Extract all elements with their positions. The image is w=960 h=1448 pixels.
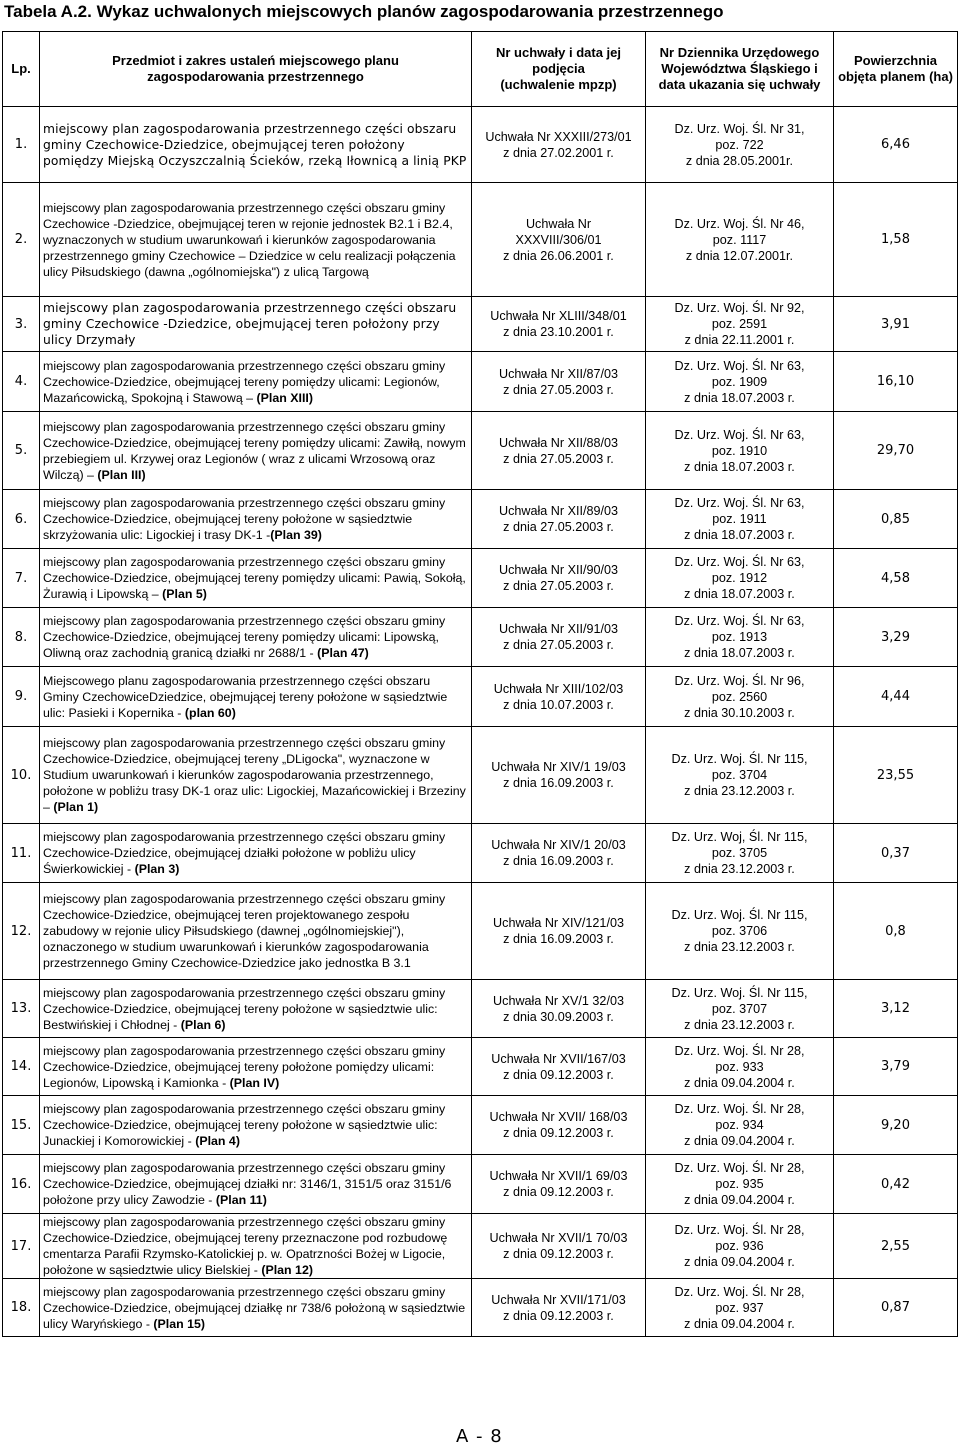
row-plan-label: (Plan IV) [229,1075,280,1090]
table-row [3,549,958,608]
row-resolution: Uchwała Nr XII/91/03 z dnia 27.05.2003 r. [472,608,646,667]
table-row [3,1038,958,1096]
row-subject-text: miejscowy plan zagospodarowania przestrzennego części obszaru gminy Czechowice-Dziedzice, obejmującej tereny pomiędzy ulicami: Lipowską, Oliwną oraz zachodnią granicą działki nr 2688/1 - [43,614,446,660]
row-plan-label: (Plan 1) [53,800,99,814]
table-row [3,412,958,490]
row-journal: Dz. Urz. Woj. Śl. Nr 63, poz. 1909 z dnia 18.07.2003 r. [646,352,834,412]
row-lp: 12. [3,883,40,980]
table-row [3,1096,958,1155]
row-subject-text: miejscowy plan zagospodarowania przestrzennego części obszaru gminy Czechowice-Dziedzice, obejmującej tereny położone w sąsiedztwie skrzyżowania ulic: Ligockiej i trasy DK-1 - [43,496,446,542]
row-lp: 10. [3,727,40,824]
row-area: 0,42 [834,1155,958,1214]
row-plan-label: (Plan 11) [215,1193,267,1207]
row-subject [40,1279,472,1337]
row-journal: Dz. Urz. Woj. Śl. Nr 115, poz. 3706 z dnia 23.12.2003 r. [646,883,834,980]
row-subject [40,107,472,183]
row-subject-text: miejscowy plan zagospodarowania przestrzennego części obszaru gminy Czechowice -Dziedzice, obejmującej teren w rejonie jednostek B2.1 i B2.4, wyznaczonych w studium uwarunkowań i kierunków zagospodarowania przestrzennego gminy Czechowice – Dziedzice w celu realizacji połączenia ulicy Piłsudskiego (dawna „ogólnomiejska") z ulicą Targową [43,200,456,279]
row-resolution: Uchwała Nr XII/87/03 z dnia 27.05.2003 r. [472,352,646,412]
row-lp: 6. [3,490,40,549]
row-journal: Dz. Urz. Woj, Śl. Nr 115, poz. 3705 z dnia 23.12.2003 r. [646,824,834,883]
row-plan-label: (Plan 4) [195,1134,240,1148]
row-resolution: Uchwała Nr XVII/1 70/03 z dnia 09.12.2003 r. [472,1214,646,1279]
row-subject [40,667,472,727]
table-row [3,1155,958,1214]
row-plan-label: (Plan 15) [153,1316,206,1331]
row-subject [40,1155,472,1214]
row-subject-text: miejscowy plan zagospodarowania przestrzennego części obszaru gminy Czechowice -Dziedzice, obejmującej teren położony przy ulicy Drzymały [43,301,457,347]
row-lp: 16. [3,1155,40,1214]
row-journal: Dz. Urz. Woj. Śl. Nr 63, poz. 1910 z dnia 18.07.2003 r. [646,412,834,490]
row-area: 23,55 [834,727,958,824]
row-subject-text: miejscowy plan zagospodarowania przestrzennego części obszaru gminy Czechowice-Dziedzice, obejmującej działki nr: 3146/1, 3151/5 oraz 3151/6 położone przy ulicy Zawodzie - [43,1161,452,1207]
row-area: 6,46 [834,107,958,183]
row-journal: Dz. Urz. Woj. Śl. Nr 28, poz. 934 z dnia 09.04.2004 r. [646,1096,834,1155]
header-area: Powierzchnia objęta planem (ha) [834,32,958,107]
table-row [3,1279,958,1337]
row-plan-label: (Plan 3) [134,862,180,876]
row-lp: 18. [3,1279,40,1337]
row-subject [40,490,472,549]
row-subject-text: miejscowy plan zagospodarowania przestrzennego części obszaru gminy Czechowice-Dziedzice, obejmującej tereny pomiędzy ulicami: Legionów, Mazańcowicką, Spokojną i Stawową – [43,358,446,405]
row-subject [40,412,472,490]
row-lp: 11. [3,824,40,883]
row-area: 0,37 [834,824,958,883]
row-subject-text: miejscowy plan zagospodarowania przestrzennego części obszaru gminy Czechowice-Dziedzice, obejmującej tereny położone w sąsiedztwie ulic: Bestwińskiej i Chłodnej - [43,985,446,1032]
table-row [3,608,958,667]
row-resolution: Uchwała Nr XVII/171/03 z dnia 09.12.2003 r. [472,1279,646,1337]
row-journal: Dz. Urz. Woj. Śl. Nr 63, poz. 1911 z dnia 18.07.2003 r. [646,490,834,549]
plans-table [2,31,958,1337]
row-resolution: Uchwała Nr XIII/102/03 z dnia 10.07.2003 r. [472,667,646,727]
table-row [3,107,958,183]
row-plan-label: (plan 60) [184,705,236,720]
row-journal: Dz. Urz. Woj. Śl. Nr 92, poz. 2591 z dnia 22.11.2001 r. [646,297,834,352]
header-row [3,32,958,107]
table-row [3,727,958,824]
row-resolution: Uchwała Nr XIV/121/03 z dnia 16.09.2003 r. [472,883,646,980]
row-journal: Dz. Urz. Woj. Śl. Nr 63, poz. 1913 z dnia 18.07.2003 r. [646,608,834,667]
row-subject-text: miejscowy plan zagospodarowania przestrzennego części obszaru gminy Czechowice-Dziedzice, obejmującej działki położone w pobliżu ulicy Świerkowickiej - [43,830,446,876]
row-area: 0,85 [834,490,958,549]
row-subject [40,727,472,824]
row-lp: 14. [3,1038,40,1096]
row-resolution: Uchwała Nr XVII/1 69/03 z dnia 09.12.2003 r. [472,1155,646,1214]
row-resolution: Uchwała Nr XXXIII/273/01 z dnia 27.02.2001 r. [472,107,646,183]
row-lp: 3. [3,297,40,352]
row-resolution: Uchwała Nr XVII/ 168/03 z dnia 09.12.2003 r. [472,1096,646,1155]
row-subject-text: miejscowy plan zagospodarowania przestrzennego części obszaru gminy Czechowice-Dziedzice, obejmującej tereny przeznaczone pod rozbudowę cmentarza Parafii Rzymsko-Katolickiej p. w. Opatrzności Bożej w Ligocie, położone w sąsiedztwie ulicy Bielskiej - [43,1215,448,1277]
row-resolution: Uchwała Nr XXXVIII/306/01 z dnia 26.06.2001 r. [472,183,646,297]
row-journal: Dz. Urz. Woj. Śl. Nr 28, poz. 936 z dnia 09.04.2004 r. [646,1214,834,1279]
row-area: 16,10 [834,352,958,412]
row-plan-label: (Plan 39) [270,528,322,542]
row-subject [40,183,472,297]
row-area: 0,87 [834,1279,958,1337]
row-subject [40,1096,472,1155]
row-area: 29,70 [834,412,958,490]
row-journal: Dz. Urz. Woj. Śl. Nr 115, poz. 3704 z dnia 23.12.2003 r. [646,727,834,824]
row-journal: Dz. Urz. Woj. Śl. Nr 28, poz. 937 z dnia 09.04.2004 r. [646,1279,834,1337]
table-row [3,297,958,352]
table-row [3,490,958,549]
header-subject: Przedmiot i zakres ustaleń miejscowego planu zagospodarowania przestrzennego [40,32,472,107]
header-lp: Lp. [3,32,40,107]
row-journal: Dz. Urz. Woj. Śl. Nr 63, poz. 1912 z dnia 18.07.2003 r. [646,549,834,608]
row-area: 0,8 [834,883,958,980]
page-number: A - 8 [456,1426,503,1447]
row-resolution: Uchwała Nr XII/89/03 z dnia 27.05.2003 r. [472,490,646,549]
row-plan-label: (Plan 6) [180,1017,226,1032]
row-area: 4,44 [834,667,958,727]
row-area: 3,91 [834,297,958,352]
row-journal: Dz. Urz. Woj. Śl. Nr 46, poz. 1117 z dnia 12.07.2001r. [646,183,834,297]
row-lp: 8. [3,608,40,667]
row-area: 2,55 [834,1214,958,1279]
row-resolution: Uchwała Nr XVII/167/03 z dnia 09.12.2003 r. [472,1038,646,1096]
header-resolution: Nr uchwały i data jej podjęcia (uchwalenie mpzp) [472,32,646,107]
table-row [3,183,958,297]
row-lp: 15. [3,1096,40,1155]
table-row [3,824,958,883]
row-area: 9,20 [834,1096,958,1155]
row-subject-text: miejscowy plan zagospodarowania przestrzennego części obszaru gminy Czechowice-Dziedzice, obejmującej tereny położone pomiędzy ulicami: Legionów, Lipowską i Kamionka - [43,1043,446,1090]
row-resolution: Uchwała Nr XII/90/03 z dnia 27.05.2003 r. [472,549,646,608]
row-lp: 5. [3,412,40,490]
row-plan-label: (Plan 47) [317,646,369,660]
row-journal: Dz. Urz. Woj. Śl. Nr 31, poz. 722 z dnia 28.05.2001r. [646,107,834,183]
row-resolution: Uchwała Nr XIV/1 20/03 z dnia 16.09.2003 r. [472,824,646,883]
row-subject [40,352,472,412]
row-area: 1,58 [834,183,958,297]
row-subject-text: miejscowy plan zagospodarowania przestrzennego części obszaru gminy Czechowice-Dziedzice, obejmującej teren położony pomiędzy Miejską Oczyszczalnią Ścieków, rzeką Iłownicą a linią PKP [43,121,467,168]
row-subject-text: miejscowy plan zagospodarowania przestrzennego części obszaru gminy Czechowice-Dziedzice, obejmującej teren projektowanego zespołu zabudowy w rejonie ulicy Piłsudskiego (dawnej „ogólnomiejskiej"), oznaczonego w studium uwarunkowań i kierunków zagospodarowania przestrzennego Gminy Czechowice-Dziedzice jako jednostka B 3.1 [43,892,446,970]
row-journal: Dz. Urz. Woj. Śl. Nr 28, poz. 933 z dnia 09.04.2004 r. [646,1038,834,1096]
row-lp: 9. [3,667,40,727]
row-subject-text: miejscowy plan zagospodarowania przestrzennego części obszaru gminy Czechowice-Dziedzice, obejmującej tereny położone w sąsiedztwie ulic: Junackiej i Komorowickiej - [43,1102,446,1148]
row-journal: Dz. Urz. Woj. Śl. Nr 115, poz. 3707 z dnia 23.12.2003 r. [646,980,834,1038]
table-row [3,352,958,412]
row-plan-label: (Plan III) [97,467,146,482]
row-resolution: Uchwała Nr XII/88/03 z dnia 27.05.2003 r. [472,412,646,490]
header-journal: Nr Dziennika Urzędowego Województwa Śląskiego i data ukazania się uchwały [646,32,834,107]
row-lp: 17. [3,1214,40,1279]
row-subject-text: miejscowy plan zagospodarowania przestrzennego części obszaru gminy Czechowice-Dziedzice, obejmującej tereny pomiędzy ulicami: Pawią, Sokołą, Żurawią i Lipowską – [43,555,466,601]
row-subject-text: miejscowy plan zagospodarowania przestrzennego części obszaru gminy Czechowice-Dziedzice, obejmującej tereny „DLigocka", wyznaczone w Studium uwarunkowań i kierunków zagospodarowania przestrzennego, położone w pobliżu trasy DK-1 oraz ulic: Ligockiej, Mazańcowickiej i Brzeziny – [43,736,466,814]
row-subject-text: miejscowy plan zagospodarowania przestrzennego części obszaru gminy Czechowice-Dziedzice, obejmującej działkę nr 738/6 położoną w sąsiedztwie ulicy Waryńskiego - [43,1284,466,1331]
row-journal: Dz. Urz. Woj. Śl. Nr 96, poz. 2560 z dnia 30.10.2003 r. [646,667,834,727]
row-subject [40,824,472,883]
row-resolution: Uchwała Nr XV/1 32/03 z dnia 30.09.2003 r. [472,980,646,1038]
row-area: 3,29 [834,608,958,667]
row-lp: 4. [3,352,40,412]
row-area: 4,58 [834,549,958,608]
row-journal: Dz. Urz. Woj. Śl. Nr 28, poz. 935 z dnia 09.04.2004 r. [646,1155,834,1214]
row-plan-label: (Plan XIII) [256,390,313,405]
row-subject [40,608,472,667]
row-lp: 13. [3,980,40,1038]
table-title: Tabela A.2. Wykaz uchwalonych miejscowych planów zagospodarowania przestrzennego [4,2,724,21]
row-lp: 2. [3,183,40,297]
table-row [3,883,958,980]
row-plan-label: (Plan 5) [162,587,207,601]
row-resolution: Uchwała Nr XLIII/348/01 z dnia 23.10.2001 r. [472,297,646,352]
table-row [3,1214,958,1279]
row-subject [40,1214,472,1279]
row-area: 3,79 [834,1038,958,1096]
row-area: 3,12 [834,980,958,1038]
row-lp: 7. [3,549,40,608]
table-row [3,667,958,727]
row-subject-text: miejscowy plan zagospodarowania przestrzennego części obszaru gminy Czechowice-Dziedzice, obejmującej tereny pomiędzy ulicami: Zawiłą, nowym przebiegiem ul. Krzywej oraz Legionów ( wraz z ulicami Wrzosową oraz Wilczą) – [43,419,466,482]
row-subject [40,549,472,608]
row-subject [40,980,472,1038]
row-subject [40,1038,472,1096]
row-lp: 1. [3,107,40,183]
row-plan-label: (Plan 12) [261,1263,313,1277]
row-resolution: Uchwała Nr XIV/1 19/03 z dnia 16.09.2003 r. [472,727,646,824]
row-subject [40,883,472,980]
row-subject [40,297,472,352]
table-row [3,980,958,1038]
row-subject-text: Miejscowego planu zagospodarowania przestrzennego części obszaru Gminy CzechowiceDziedzice, obejmującej tereny położone w sąsiedztwie ulic: Pasieki i Kopernika - [43,673,448,720]
